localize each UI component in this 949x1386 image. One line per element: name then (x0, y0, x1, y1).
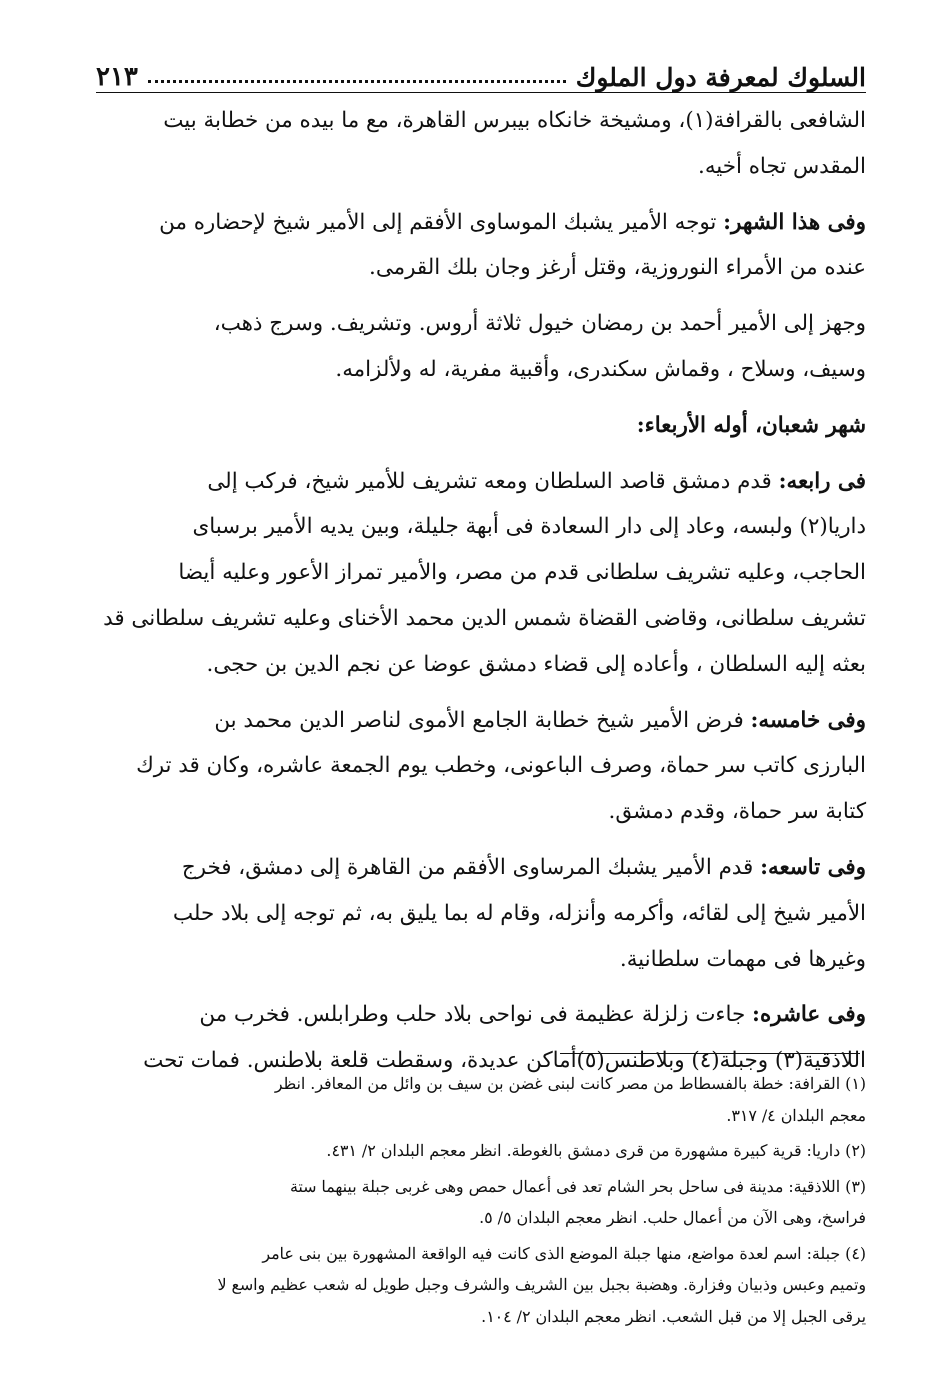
text-line: البارزى كاتب سر حماة، وصرف الباعونى، وخطب يوم الجمعة عاشره، وكان قد ترك (136, 753, 866, 779)
text-line (104, 200, 866, 246)
running-header (96, 52, 866, 93)
paragraph (104, 98, 866, 190)
text-line: وجهز إلى الأمير أحمد بن رمضان خيول ثلاثة أروس. وتشريف. وسرج ذهب، (213, 311, 866, 337)
footnote-line: (٤) جبلة: اسم لعدة مواضع، منها جبلة الموضع الذى كانت فيه الواقعة المشهورة بين بنى عامر (262, 1243, 866, 1263)
footnote (104, 1068, 866, 1131)
text-line: الأمير شيخ إلى لقائه، وأكرمه وأنزله، وقام له بما يليق به، ثم توجه إلى بلاد حلب (172, 900, 866, 926)
footnote (104, 1238, 866, 1333)
text-line: اللاذقية(٣) وجبلة(٤) وبلاطنس(٥)أماكن عديدة، وسقطت قلعة بلاطنس. فمات تحت (143, 1048, 866, 1074)
footnote-separator (560, 1053, 860, 1054)
day-entry (104, 459, 866, 688)
footnotes (104, 1068, 866, 1336)
text-run: قدم الأمير يشبك المرساوى الأفقم من القاهرة إلى دمشق، فخرج (181, 854, 761, 880)
footnote-line: وتميم وعبس وذبيان وفزارة. وهضبة بجبل بين الشريف والشرف وجبل طويل له شعب عظيم واسع لا (217, 1275, 866, 1294)
text-line (104, 459, 866, 505)
footnote-line: (٣) اللاذقية: مدينة فى ساحل بحر الشام تعد فى أعمال حمص وهى غربى جبلة بينهما ستة (289, 1176, 866, 1196)
day-entry (104, 845, 866, 982)
text-line: عنده من الأمراء النوروزية، وقتل أرغز وجان بلك القرمى. (369, 255, 866, 281)
header-leader-dots (148, 80, 566, 83)
entry-lead: وفى خامسه: (750, 707, 866, 733)
main-text (104, 98, 866, 1094)
text-line: المقدس تجاه أخيه. (698, 153, 866, 179)
paragraph-lead: وفى هذا الشهر: (723, 209, 866, 235)
text-line: بعثه إليه السلطان ، وأعاده إلى قضاء دمشق عوضا عن نجم الدين بن حجى. (206, 651, 866, 677)
footnote-line: يرقى الجبل إلا من قبل الشعب. انظر معجم البلدان ٢/ ١٠٤. (481, 1306, 866, 1326)
text-run: فرض الأمير شيخ خطابة الجامع الأموى لناصر الدين محمد بن (214, 707, 751, 733)
text-run: قدم دمشق قاصد السلطان ومعه تشريف للأمير شيخ، فركب إلى (207, 468, 779, 494)
text-line: الحاجب، وعليه تشريف سلطانى قدم من مصر، والأمير تمراز الأعور وعليه أيضا (178, 560, 866, 586)
text-line: داريا(٢) ولبسه، وعاد إلى دار السعادة فى أبهة جليلة، وبين يديه الأمير برسباى (192, 514, 866, 540)
text-line: وغيرها فى مهمات سلطانية. (619, 946, 866, 972)
entry-lead: وفى عاشره: (752, 1002, 866, 1028)
footnote (104, 1135, 866, 1167)
footnote-line: معجم البلدان ٤/ ٣١٧. (726, 1105, 866, 1125)
entry-lead: فى رابعه: (778, 468, 866, 494)
text-run: جاءت زلزلة عظيمة فى نواحى بلاد حلب وطرابلس. فخرب من (199, 1002, 753, 1028)
page-number: ٢١٣ (96, 62, 138, 92)
month-subheading: شهر شعبان، أوله الأربعاء: (636, 412, 866, 438)
footnote-line: فراسخ، وهى الآن من أعمال حلب. انظر معجم البلدان ٥/ ٥. (479, 1208, 866, 1227)
entry-lead: وفى تاسعه: (760, 854, 866, 880)
text-line (104, 992, 866, 1038)
footnote-line: (١) القرافة: خطة بالفسطاط من مصر كانت لبنى غضن بن سيف بن وائل من المعافر. انظر (274, 1074, 866, 1093)
paragraph (104, 301, 866, 393)
text-line: تشريف سلطانى، وقاضى القضاة شمس الدين محمد الأخناى وعليه تشريف سلطانى قد (103, 605, 866, 631)
footnote (104, 1171, 866, 1234)
text-line (104, 845, 866, 891)
text-line: الشافعى بالقرافة(١)، ومشيخة خانكاه بيبرس القاهرة، مع ما بيده من خطابة بيت (163, 108, 866, 133)
text-line (104, 698, 866, 744)
day-entry (104, 698, 866, 835)
text-line: كتابة سر حماة، وقدم دمشق. (608, 799, 866, 825)
book-title: السلوك لمعرفة دول الملوك (575, 63, 866, 92)
paragraph (104, 200, 866, 292)
footnote-line: (٢) داريا: قرية كبيرة مشهورة من قرى دمشق بالغوطة. انظر معجم البلدان ٢/ ٤٣١. (326, 1141, 866, 1160)
text-run: توجه الأمير يشبك الموساوى الأفقم إلى الأمير شيخ لإحضاره من (159, 209, 724, 235)
text-line: وسيف، وسلاح ، وقماش سكندرى، وأقبية مفرية، له ولألزامه. (335, 356, 866, 382)
